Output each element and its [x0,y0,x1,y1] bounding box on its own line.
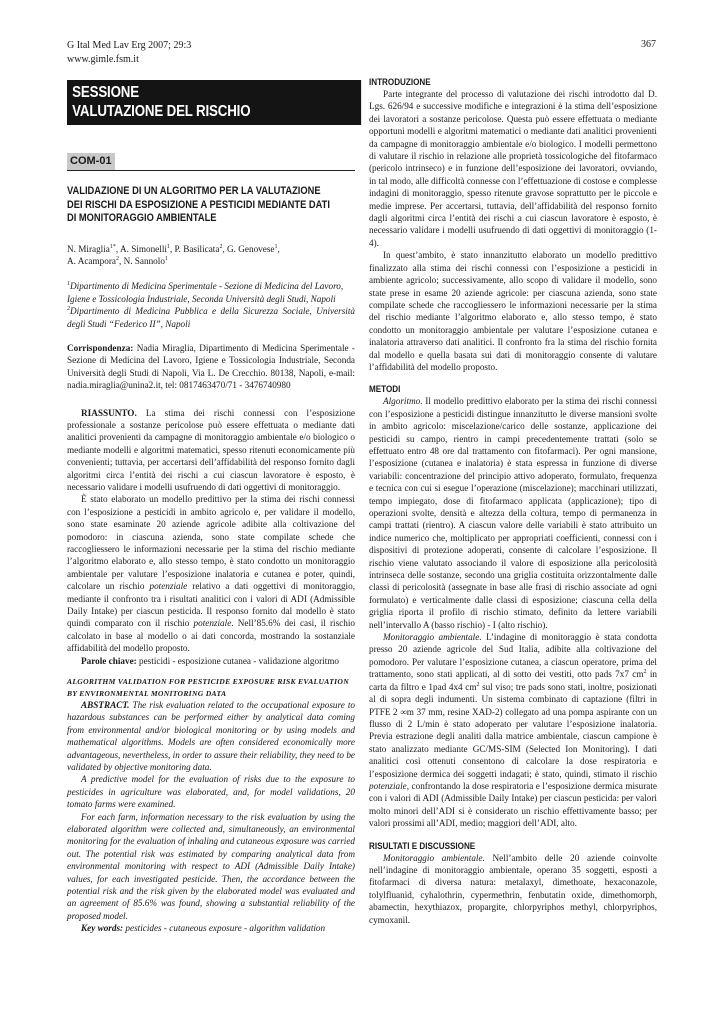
title-line: VALIDAZIONE DI UN ALGORITMO PER LA VALUTAZIONE [67,185,321,197]
affiliation-sup: 1 [67,281,70,288]
metodi-paragraph [369,631,657,830]
affiliation-text: Dipartimento di Medicina Pubblica e della Sicurezza Sociale, Università degli Studi “Federico II”, Napoli [67,306,355,329]
riassunto [67,407,355,668]
article-title [67,185,355,226]
correspondence [67,342,355,392]
journal-citation: G Ital Med Lav Erg 2007; 29:3 [67,40,192,51]
right-column [369,76,657,926]
paragraph-text: Nell’ambito delle 20 aziende coinvolte nell’indagine di monitoraggio ambientale, operano 35 soggetti, esposti a fitofarmaci di diversa natura: metalaxyl, dimethoate, hexaconazole, tolylfluanid, cyhalothrin, cypermethrin, fenbutatin oxide, dimethomorph, abamectin, hexythiazox, propargite, chlorpyriphos methyl, chlorpyriphos, cymoxanil. [369,852,657,925]
page-number: 367 [641,39,656,50]
session-line-2: VALUTAZIONE DEL RISCHIO [72,103,251,120]
abstract-text: The risk evaluation related to the occupational exposure to hazardous substances can be performed either by analytical data coming from environmental and/or biological monitoring or by using models and mathematical algorithms. Models are often considered economically more advantageous, nevertheless, in order to assure their reliability, they need to be validated by objective monitoring data. [67,699,355,772]
abstract-paragraph: For each farm, information necessary to the risk evaluation by using the elaborated algorithm were collected and, simultaneously, an environmental monitoring for the evaluation of inhaling and cutaneous exposure was carried out. The potential risk was estimated by comparing analytical data from environmental monitoring with respect to ADI (Admissible Daily Intake) values, for each investigated pesticide. Then, the accordance between the potential risk and the risk given by the elaborated model was evaluated and an agreement of 85.6% was found, showing a substantial reliability of the proposed model. [67,811,355,921]
author-sup: 1 [274,243,278,250]
riassunto-label: RIASSUNTO. [81,407,137,418]
affiliation-1 [67,280,355,305]
affiliation-text: Dipartimento di Medicina Sperimentale - Sezione di Medicina del Lavoro, Igiene e Tossicologia Industriale, Seconda Università degli Studi, Napoli [67,281,344,304]
abstract-code: COM-01 [67,153,115,170]
keywords-text: pesticidi - esposizione cutanea - validazione algoritmo [136,655,340,666]
riassunto-emph: potenziale [149,581,188,592]
keywords-it [67,655,355,667]
abstract-paragraph: A predictive model for the evaluation of risks due to the exposure to pesticides in agriculture was elaborated, and, for model validations, 20 tomato farms were examined. [67,774,355,810]
author: , G. Genovese [222,243,275,254]
superscript: 2 [643,669,647,676]
section-heading-intro: INTRODUZIONE [369,77,431,87]
author: A. Acampora [67,255,116,266]
riassunto-emph: potenziale [193,618,232,629]
paragraph-lead: Algoritmo. [383,396,423,407]
paragraph-text: Il modello predittivo elaborato per la stima dei rischi connessi con l’esposizione a pesticidi distingue innanzitutto le diverse mansioni svolte in ambito agricolo: miscelazione/carico delle sostanze, applicazione dei pesticidi su campo, rientro in campi precedentemente trattati (solo se effettuato entro 48 ore dal trattamento con fitofarmaci). Per ogni mansione, l’esposizione (cutanea e inalatoria) è stata espressa in funzione di diverse variabili: concentrazione del principio attivo adoperato, formulato, frequenza e tecnica con cui si esegue l’operazione (miscelazione); macchinari utilizzati, tempo impiegato, dose di fitofarmaco applicata (applicazione); tipo di operazioni svolte, densità e altezza della coltura, tempo di permanenza in campi trattati (rientro). A ciascun valore delle variabili è stato attribuito un indice numerico che, moltiplicato per appropriati coefficienti, connessi con i dispositivi di protezione adoperati, consente di calcolare l’esposizione. Il rischio viene valutato associando il valore di esposizione alla pericolosità intrinseca delle sostanze, secondo una griglia costituita orizzontalmente dalle classi di pericolosità (assegnate in base alle frasi di rischio associate ad ogni formulato) e verticalmente dalle classi di esposizione; ciascuna cella della griglia riporta il profilo di rischio stimato, definito da lettere variabili nell’intervallo A (basso rischio) - I (alto rischio). [369,396,657,630]
keywords-text: pesticides - cutaneous exposure - algorithm validation [123,923,326,934]
author-sep: , [277,243,280,254]
affiliation-2 [67,305,355,330]
paragraph-lead: Monitoraggio ambientale. [383,852,485,863]
keywords-label: Parole chiave: [81,655,137,666]
session-banner [67,80,361,125]
title-line: DI MONITORAGGIO AMBIENTALE [67,212,217,224]
riassunto-text: . Nell’85.6% dei casi, il rischio calcolato in base al modello o ai dati concorda, mostrando la sostanziale affidabilità del modello proposto. [67,618,355,654]
paragraph-text: sul viso; tre pads sono stati, inoltre, posizionati al di sopra degli indumenti. Un sistema combinato di captazione (filtri in PTFE 2 ∞m 37 mm, resine XAD-2) collegato ad una pompa aspirante con un flusso di 2 L/min è stato adoperato per valutare l’esposizione inalatoria. Previa estrazione degli analiti dalla matrice ambientale, ciascun campione è stato analizzato mediante GC/MS-SIM (Selected Ion Monitoring). I dati analitici così ottenuti consentono di calcolare la dose respiratoria e l’esposizione dermica dei soggetti indagati; è stato, quindi, stimato il rischio [369,681,657,779]
session-line-1: SESSIONE [72,84,139,101]
affiliation-sup: 2 [67,306,70,313]
running-header [67,39,191,67]
author-sup: 1 [166,243,170,250]
paragraph-lead: Monitoraggio ambientale. [383,632,482,643]
english-title: ALGORITHM VALIDATION FOR PESTICIDE EXPOSURE RISK EVALUATION BY ENVIRONMENTAL MONITORING DATA [67,677,349,698]
riassunto-text: La stima dei rischi connessi con l’esposizione professionale a sostanze pericolose può essere effettuata o mediante dati analitici provenienti da campagne di monitoraggio ambientale e/o biologico o mediante modelli e algoritmi matematici, spesso ritenuti economicamente più convenienti; tuttavia, per accertarsi dell’affidabilità del responso fornito dagli algoritmi circa l’entità dei rischi a cui ciascun lavoratore è esposto, è necessario validare i modelli usufruendo di dati oggettivi di monitoraggio. [67,407,355,492]
author-sup: 2 [219,243,223,250]
intro-paragraph: In quest’ambito, è stato innanzitutto elaborato un modello predittivo finalizzato alla stima dei rischi connessi con l’esposizione a pesticidi in ambiente agricolo; successivamente, allo scopo di validare il modello, sono state prese in esame 20 aziende agricole: per ciascuna azienda, sono state compilate schede che raccogliessero le informazioni necessarie per la stima del rischio mediante l’algoritmo elaborato e, allo stesso tempo, è stato condotto un monitoraggio ambientale per valutare l’esposizione cutanea e inalatoria attraverso dati analitici. Il confronto fra la stima del rischio fornita dal modello e quella basata sui dati di monitoraggio consente di valutare l’affidabilità del modello proposto. [369,250,657,372]
superscript: 2 [476,681,480,688]
riassunto-text: È stato elaborato un modello predittivo per la stima dei rischi connessi con l’esposizione a pesticidi in ambito agricolo e, per validare il modello, sono state esaminate 20 aziende agricole adibite alla coltivazione del pomodoro: in ciascuna azienda, sono state compilate schede che raccogliessero le informazioni necessarie per la stima del rischio mediante l’algoritmo elaborato e, allo stesso tempo, è stato condotto un monitoraggio ambientale per valutare l’esposizione inalatoria e cutanea e poter, quindi, calcolare un rischio [67,494,355,592]
keywords-label: Key words: [81,923,124,934]
code-rule [67,153,355,171]
riassunto-text: relativo a dati oggettivi di monitoraggio, mediante il confronto tra i risultati analitici con i valori di ADI (Admissible Daily Intake) per ciascun pesticida. Il responso fornito dal modello è stato quindi comparato con il rischio [67,581,355,629]
paragraph-text: , confrontando la dose respiratoria e l’esposizione dermica misurate con i valori di ADI (Admissible Daily Intake) per ciascun pesticida: per valori molto minori dell’ADI si è considerato un rischio effettivamente basso; per valori prossimi all’ADI, medio; maggiori dell’ADI, alto. [369,780,657,829]
paragraph-emph: potenziale [369,780,407,791]
affiliations [67,280,355,330]
riassunto-paragraph [67,493,355,654]
section-heading-metodi: METODI [369,384,401,395]
correspondence-text: Nadia Miraglia, Dipartimento di Medicina Sperimentale - Sezione di Medicina del Lavoro, Igiene e Tossicologia Industriale, Seconda Università degli Studi di Napoli, Via L. De Crecchio. 80138, Napoli, e-mail: nadia.miraglia@unina2.it, tel: 0817463470/71 - 3476740980 [67,342,355,391]
left-column [67,80,355,935]
author-sup: 1* [109,243,116,250]
journal-url: www.gimle.fsm.it [67,54,139,65]
author-sup: 1 [164,255,168,262]
title-line: DEI RISCHI DA ESPOSIZIONE A PESTICIDI MEDIANTE DATI [67,198,330,211]
abstract-paragraph [67,699,355,773]
paragraph-text: in carta da filtro e 1pad 4x4 cm [369,669,657,692]
author: , P. Basilicata [169,243,220,254]
metodi-paragraph [369,395,657,631]
author: N. Miraglia [67,243,110,254]
author: , N. Sannolo [118,255,165,266]
intro-paragraph: Parte integrante del processo di valutazione dei rischi introdotto dal D. Lgs. 626/94 e successive modifiche e integrazioni è la stima dell’esposizione dei lavoratori a sostanze pericolose. Questa può essere effettuata o mediante opportuni modelli e algoritmi matematici o mediante dati analitici provenienti da campagne di monitoraggio ambientale e/o biologico. I modelli permettono di valutare il rischio in relazione alle proprietà tossicologiche del fitofarmaco (pericolo intrinseco) e in funzione dell’esposizione dei lavoratori, ovviando, in tal modo, alle difficoltà connesse con l’effettuazione di costose e complesse indagini di monitoraggio, spesso ritenute gravose soprattutto per le piccole e medie imprese. Per accertarsi, tuttavia, dell’affidabilità del responso fornito dagli algoritmi circa l’entità dei rischi a cui ciascun lavoratore è esposto, è necessario validare i modelli usufruendo di dati oggettivi di monitoraggio (1-4). [369,89,657,248]
keywords-en [67,922,355,934]
risultati-paragraph [369,852,657,926]
paragraph-text: L’indagine di monitoraggio è stata condotta presso 20 aziende agricole del Sud Italia, adibite alla coltivazione del pomodoro. Per valutare l’esposizione cutanea, a ciascun operatore, prima del trattamento, sono stati applicati, al di sotto dei vestiti, otto pads 7x7 cm [369,632,657,680]
author-list [67,243,355,268]
abstract-label: ABSTRACT. [81,699,130,710]
correspondence-label: Corrispondenza: [67,342,134,353]
author-sup: 2 [115,255,119,262]
section-heading-risultati: RISULTATI E DISCUSSIONE [369,840,476,851]
riassunto-paragraph [67,407,355,494]
author: , A. Simonelli [115,243,167,254]
english-abstract [67,699,355,935]
